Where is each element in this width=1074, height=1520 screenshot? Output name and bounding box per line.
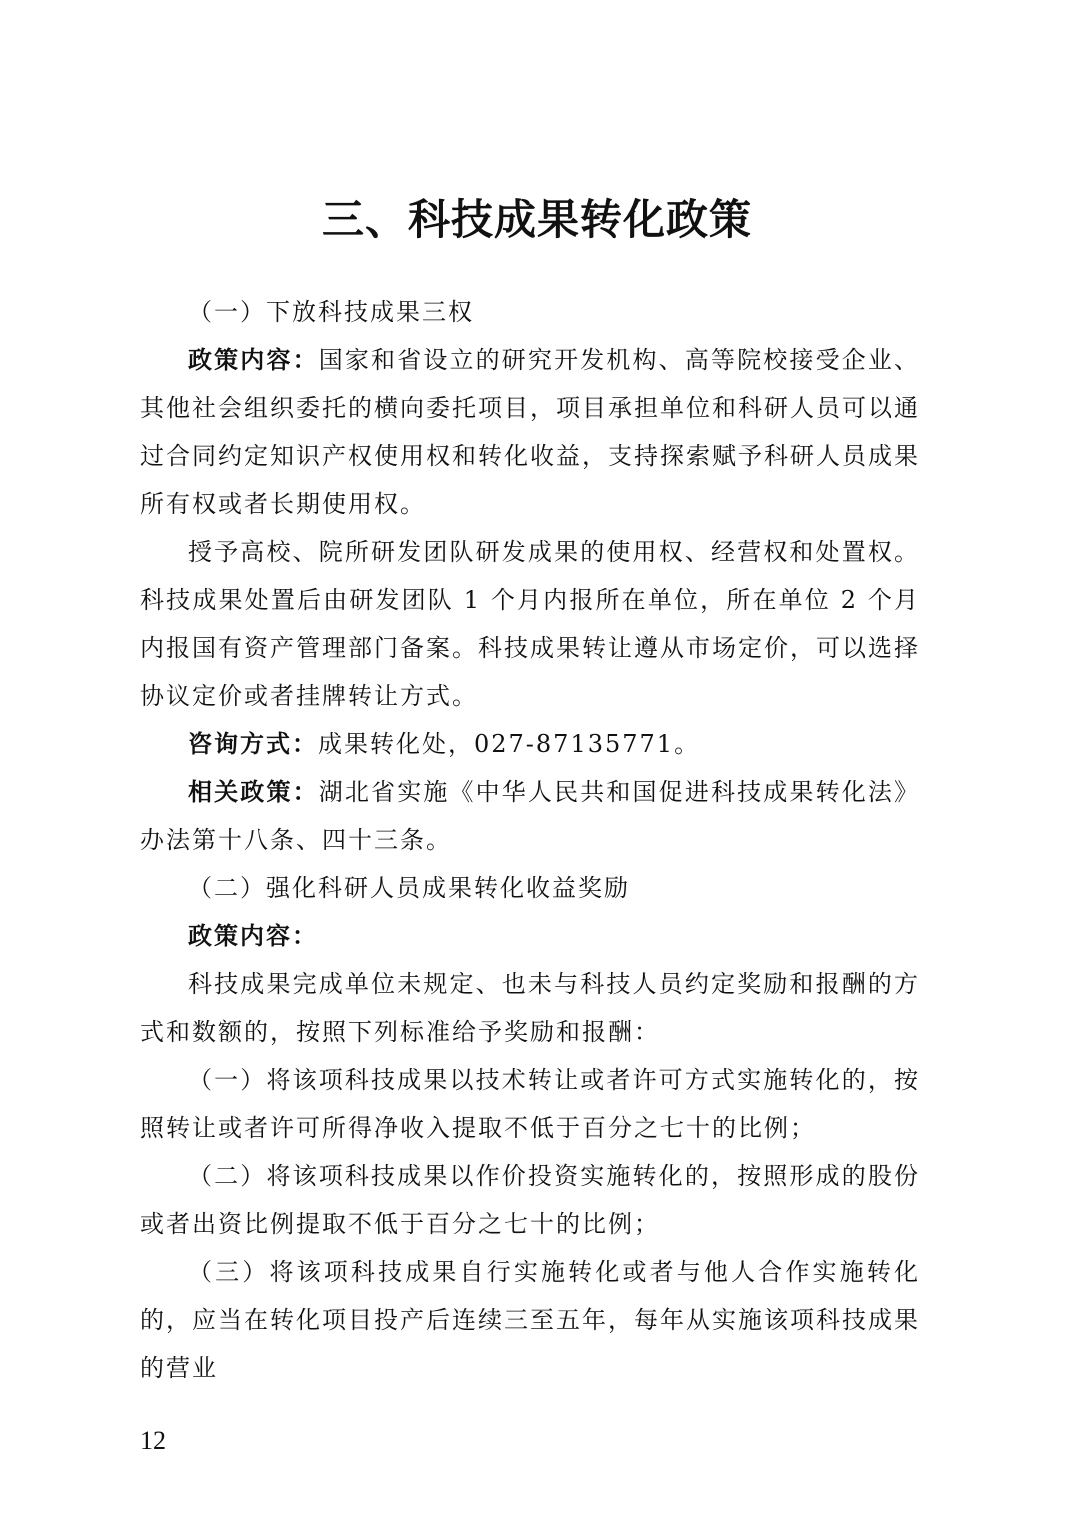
related-policy-text: 湖北省实施《中华人民共和国促进科技成果转化法》办法第十八条、四十三条。 [140,778,921,854]
section-2-item-2: （二）将该项科技成果以作价投资实施转化的，按照形成的股份或者出资比例提取不低于百分之七十的比例； [140,1162,920,1238]
page-number: 12 [140,1426,166,1455]
section-1-heading: （一）下放科技成果三权 [188,298,474,326]
section-2-policy-content [140,912,920,960]
section-1-contact [140,720,920,768]
section-1-policy-content [140,336,920,528]
section-1-paragraph-2: 授予高校、院所研发团队研发成果的使用权、经营权和处置权。科技成果处置后由研发团队 1 个月内报所在单位，所在单位 2 个月内报国有资产管理部门备案。科技成果转让遵从市场定价，可以选择协议定价或者挂牌转让方式。 [140,538,920,710]
policy-content-label: 政策内容： [188,921,318,950]
section-2-item-3: （三）将该项科技成果自行实施转化或者与他人合作实施转化的，应当在转化项目投产后连续三至五年，每年从实施该项科技成果的营业 [140,1258,920,1382]
section-2-intro: 科技成果完成单位未规定、也未与科技人员约定奖励和报酬的方式和数额的，按照下列标准给予奖励和报酬： [140,970,920,1046]
contact-label: 咨询方式： [188,729,318,758]
section-2-heading: （二）强化科研人员成果转化收益奖励 [188,874,630,902]
policy-content-text: 国家和省设立的研究开发机构、高等院校接受企业、其他社会组织委托的横向委托项目，项目承担单位和科研人员可以通过合同约定知识产权使用权和转化收益，支持探索赋予科研人员成果所有权或者长期使用权。 [140,346,921,518]
section-2-item-1: （一）将该项科技成果以技术转让或者许可方式实施转化的，按照转让或者许可所得净收入提取不低于百分之七十的比例； [140,1066,920,1142]
document-body [140,288,920,1392]
section-1-related-policy [140,768,920,864]
policy-content-label: 政策内容： [188,345,319,374]
page-title: 三、科技成果转化政策 [321,195,752,244]
contact-text: 成果转化处，027-87135771。 [318,730,701,758]
related-policy-label: 相关政策： [188,777,319,806]
